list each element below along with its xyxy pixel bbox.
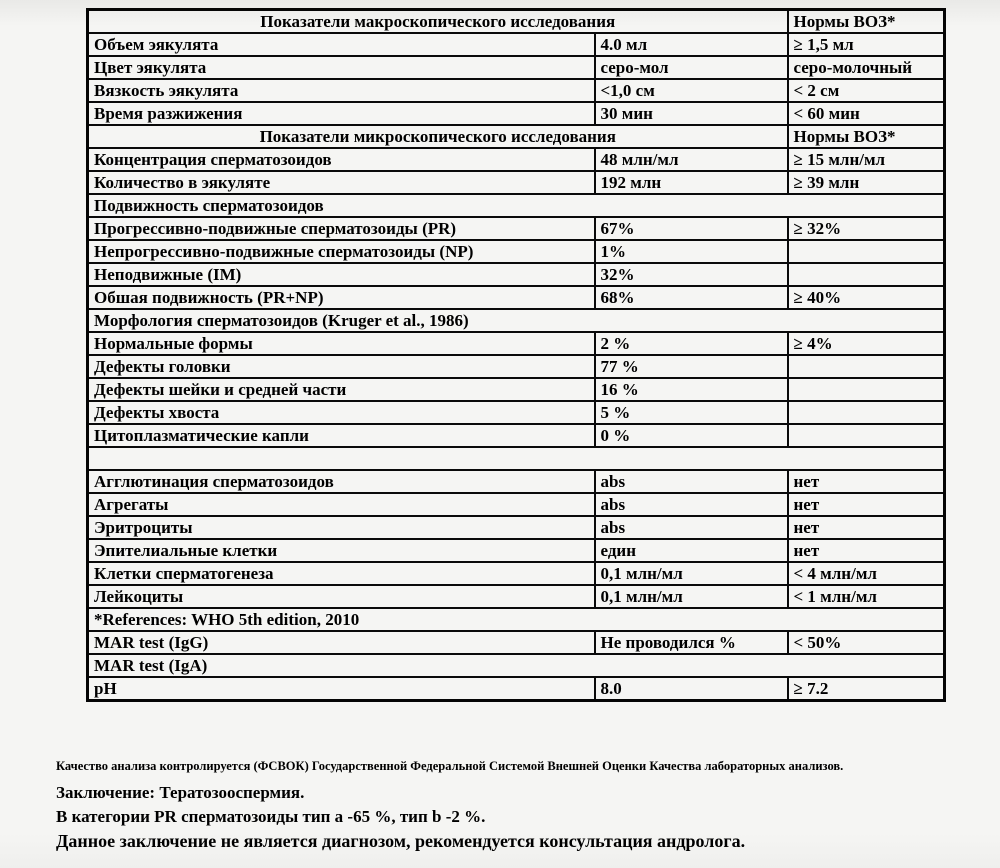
parameter-value: серо-мол <box>595 56 788 79</box>
norm-column-header: Нормы ВОЗ* <box>788 125 945 148</box>
table-row <box>88 608 945 631</box>
parameter-name: Объем эякулята <box>88 33 595 56</box>
table-row <box>88 125 945 148</box>
group-label: Подвижность сперматозоидов <box>88 194 945 217</box>
parameter-name: Нормальные формы <box>88 332 595 355</box>
table-row <box>88 470 945 493</box>
table-row <box>88 148 945 171</box>
parameter-norm: нет <box>788 539 945 562</box>
parameter-norm: < 60 мин <box>788 102 945 125</box>
parameter-name: Прогрессивно-подвижные сперматозоиды (PR) <box>88 217 595 240</box>
parameter-value: 1% <box>595 240 788 263</box>
parameter-value: 30 мин <box>595 102 788 125</box>
table-row <box>88 493 945 516</box>
parameter-name: Агрегаты <box>88 493 595 516</box>
parameter-value: abs <box>595 470 788 493</box>
table-row <box>88 447 945 470</box>
parameter-value: 0,1 млн/мл <box>595 562 788 585</box>
parameter-name: Количество в эякуляте <box>88 171 595 194</box>
parameter-norm: ≥ 7.2 <box>788 677 945 701</box>
parameter-norm: < 1 млн/мл <box>788 585 945 608</box>
parameter-value: един <box>595 539 788 562</box>
table-row <box>88 309 945 332</box>
parameter-norm: < 4 млн/мл <box>788 562 945 585</box>
parameter-value: Не проводился % <box>595 631 788 654</box>
parameter-value: 5 % <box>595 401 788 424</box>
parameter-name: Дефекты шейки и средней части <box>88 378 595 401</box>
table-row <box>88 585 945 608</box>
parameter-name: Время разжижения <box>88 102 595 125</box>
parameter-value: 48 млн/мл <box>595 148 788 171</box>
parameter-norm: ≥ 39 млн <box>788 171 945 194</box>
parameter-name: Цвет эякулята <box>88 56 595 79</box>
parameter-value: abs <box>595 516 788 539</box>
table-row <box>88 424 945 447</box>
parameter-name: Эпителиальные клетки <box>88 539 595 562</box>
table-row <box>88 378 945 401</box>
disclaimer-text: Данное заключение не является диагнозом, рекомендуется консультация андролога. <box>56 831 746 851</box>
parameter-name: Непрогрессивно-подвижные сперматозоиды (NP) <box>88 240 595 263</box>
parameter-norm <box>788 401 945 424</box>
table-row <box>88 56 945 79</box>
parameter-norm <box>788 378 945 401</box>
table-row <box>88 10 945 34</box>
parameter-name: Цитоплазматические капли <box>88 424 595 447</box>
table-row <box>88 263 945 286</box>
parameter-name: Обшая подвижность (PR+NP) <box>88 286 595 309</box>
parameter-norm: < 50% <box>788 631 945 654</box>
parameter-value: 16 % <box>595 378 788 401</box>
parameter-norm: ≥ 32% <box>788 217 945 240</box>
table-row <box>88 631 945 654</box>
group-label: *References: WHO 5th edition, 2010 <box>88 608 945 631</box>
group-label: MAR test (IgA) <box>88 654 945 677</box>
parameter-value: 68% <box>595 286 788 309</box>
semen-analysis-table <box>86 8 946 702</box>
group-label <box>88 447 945 470</box>
parameter-name: Неподвижные (IM) <box>88 263 595 286</box>
conclusion-text: Заключение: Тератозооспермия. <box>56 783 305 802</box>
parameter-value: 192 млн <box>595 171 788 194</box>
section-title: Показатели макроскопического исследования <box>88 10 788 34</box>
parameter-norm: < 2 см <box>788 79 945 102</box>
parameter-name: Агглютинация сперматозоидов <box>88 470 595 493</box>
parameter-name: Дефекты хвоста <box>88 401 595 424</box>
report-footer <box>56 758 972 853</box>
table-row <box>88 539 945 562</box>
quality-control-note: Качество анализа контролируется (ФСВОК) Государственной Федеральной Системой Внешней Оценки Качества лабораторных анализов. <box>56 759 844 773</box>
table-row <box>88 194 945 217</box>
parameter-value: <1,0 см <box>595 79 788 102</box>
table-row <box>88 562 945 585</box>
table-row <box>88 677 945 701</box>
parameter-norm: ≥ 1,5 мл <box>788 33 945 56</box>
table-row <box>88 355 945 378</box>
parameter-norm <box>788 263 945 286</box>
parameter-norm: серо-молочный <box>788 56 945 79</box>
table-row <box>88 217 945 240</box>
table-row <box>88 286 945 309</box>
table-row <box>88 654 945 677</box>
parameter-norm <box>788 424 945 447</box>
table-row <box>88 171 945 194</box>
parameter-norm: нет <box>788 516 945 539</box>
group-label: Морфология сперматозоидов (Kruger et al., 1986) <box>88 309 945 332</box>
parameter-name: Дефекты головки <box>88 355 595 378</box>
parameter-norm: нет <box>788 493 945 516</box>
table-row <box>88 401 945 424</box>
section-title: Показатели микроскопического исследования <box>88 125 788 148</box>
table-row <box>88 240 945 263</box>
parameter-name: pH <box>88 677 595 701</box>
table-row <box>88 79 945 102</box>
parameter-name: Эритроциты <box>88 516 595 539</box>
parameter-value: abs <box>595 493 788 516</box>
parameter-value: 4.0 мл <box>595 33 788 56</box>
parameter-norm <box>788 240 945 263</box>
parameter-value: 2 % <box>595 332 788 355</box>
parameter-norm: ≥ 15 млн/мл <box>788 148 945 171</box>
parameter-value: 0,1 млн/мл <box>595 585 788 608</box>
parameter-value: 67% <box>595 217 788 240</box>
pr-categories-text: В категории PR сперматозоиды тип a -65 %, тип b -2 %. <box>56 807 486 826</box>
parameter-norm: ≥ 4% <box>788 332 945 355</box>
parameter-name: Концентрация сперматозоидов <box>88 148 595 171</box>
parameter-value: 32% <box>595 263 788 286</box>
parameter-norm <box>788 355 945 378</box>
parameter-value: 77 % <box>595 355 788 378</box>
table-row <box>88 102 945 125</box>
parameter-name: Вязкость эякулята <box>88 79 595 102</box>
results-table-body <box>88 10 945 701</box>
parameter-value: 8.0 <box>595 677 788 701</box>
table-row <box>88 332 945 355</box>
table-row <box>88 516 945 539</box>
parameter-name: Лейкоциты <box>88 585 595 608</box>
parameter-norm: ≥ 40% <box>788 286 945 309</box>
table-row <box>88 33 945 56</box>
parameter-name: MAR test (IgG) <box>88 631 595 654</box>
parameter-name: Клетки сперматогенеза <box>88 562 595 585</box>
norm-column-header: Нормы ВОЗ* <box>788 10 945 34</box>
parameter-norm: нет <box>788 470 945 493</box>
parameter-value: 0 % <box>595 424 788 447</box>
